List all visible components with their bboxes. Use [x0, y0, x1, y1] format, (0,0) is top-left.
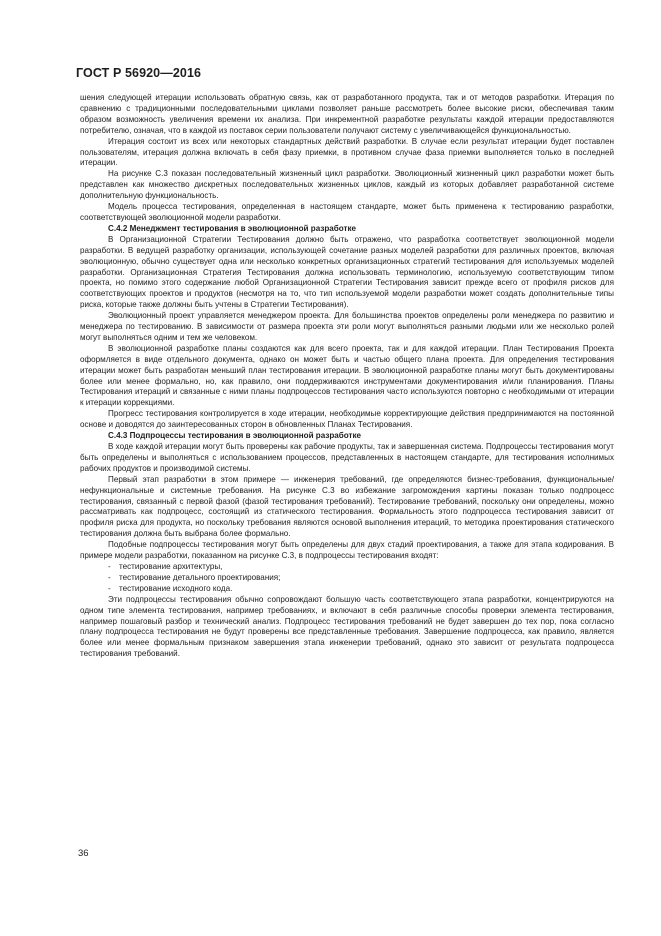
list-item-text: тестирование исходного кода. — [119, 583, 233, 593]
paragraph: Модель процесса тестирования, определенная в настоящем стандарте, может быть применена к тестированию разработки, соответствующей эволюционной модели разработки. — [80, 202, 614, 222]
paragraph: Эти подпроцессы тестирования обычно сопровождают большую часть соответствующего этапа разработки, концентрируются на одном типе элемента тестирования, например требованиях, и включают в себя различные способы проверки элемента тестирования, например пошаговый разбор и технический анализ. Подпроцесс тестирования требований не будет завершен до тех пор, пока согласно плану подпроцесса тестирования не будут проверены все представленные требования. Завершение подпроцесса, как правило, является более или менее формальным признаком завершения этапа инженерии требований, однако это зависит от результата подпроцесса тестирования требований. — [80, 594, 614, 659]
list-dash: - — [108, 561, 111, 571]
list-item — [80, 584, 614, 595]
paragraph: Эволюционный проект управляется менеджером проекта. Для большинства проектов определены роли менеджера по развитию и менеджера по тестированию. В зависимости от размера проекта эти роли могут выполняться разными людьми или же несколько ролей могут выполняться одним и тем же человеком. — [80, 311, 614, 342]
paragraph: Первый этап разработки в этом примере — инженерия требований, где определяются бизнес-требования, функциональные/нефункциональные и системные требования. На рисунке С.3 во избежание загромождения картины показан только подпроцесс тестирования, связанный с первой фазой (фазой тестирования требований). Тестирование требований, поскольку они определены, можно рассматривать как подпроцесс, состоящий из статического тестирования. Формальность этого подпроцесса тестирования зависит от профиля риска для продукта, но поскольку требования являются основой выполнения итераций, то методика проектирования статического тестирования должна быть выбрана более формально. — [80, 474, 614, 539]
section-heading: С.4.2 Менеджмент тестирования в эволюционной разработке — [108, 223, 357, 233]
list-dash: - — [108, 572, 111, 582]
list-item-text: тестирование архитектуры, — [119, 561, 223, 571]
list-dash: - — [108, 583, 111, 593]
list-item — [80, 573, 614, 584]
document-body — [80, 93, 614, 660]
section-heading: С.4.3 Подпроцессы тестирования в эволюционной разработке — [108, 431, 362, 441]
paragraph: Подобные подпроцессы тестирования могут быть определены для двух стадий проектирования, а также для этапа кодирования. В примере модели разработки, показанном на рисунке С.3, в подпроцессы тестирования входят: — [80, 540, 614, 561]
list-item-text: тестирование детального проектирования; — [119, 572, 281, 582]
page-header-title: ГОСТ Р 56920—2016 — [76, 66, 202, 80]
page-number: 36 — [78, 848, 89, 859]
list-item — [80, 562, 614, 573]
paragraph: В Организационной Стратегии Тестирования должно быть отражено, что разработка соответствует эволюционной модели разработки. В ведущей разработку организации, использующей сочетание разных моделей разработки для различных проектов, включая эволюционную, обычно существует одна или несколько конкретных организационных стратегий тестирования для используемых моделей разработки. Организационная Стратегия Тестирования должна использовать терминологию, используемую соответствующим типом проекта, но помимо этого содержание любой Организационной Стратегии Тестирования зависит прежде всего от профиля рисков для соответствующих проектов и продуктов (несмотря на то, что тип используемой модели разработки может создать дополнительные типы риска, которые также должны быть учтены в Стратегии Тестирования). — [80, 234, 614, 310]
paragraph: Прогресс тестирования контролируется в ходе итерации, необходимые корректирующие действия предпринимаются на постоянной основе и доводятся до заинтересованных сторон в обновленных Планах Тестирования. — [80, 409, 614, 430]
paragraph: В эволюционной разработке планы создаются как для всего проекта, так и для каждой итерации. План Тестирования Проекта оформляется в виде отдельного документа, однако он может быть и частью общего плана проекта. Для определения тестирования итерации может быть разработан меньший план тестирования итерации. В эволюционной разработке планы могут быть документированы более или менее формально, но, как правило, они поддерживаются инструментами документирования и/или планирования. Планы Тестирования итераций и связанные с ними планы подпроцессов тестирования часто используются повторно с необходимыми от итерации к итерации коррекциями. — [80, 343, 614, 408]
paragraph: Итерация состоит из всех или некоторых стандартных действий разработки. В случае если результат итерации будет поставлен пользователям, итерация должна включать в себя фазу приемки, в противном случае фаза приемки выполняется только в последней итерации. — [80, 136, 614, 168]
paragraph: В ходе каждой итерации могут быть проверены как рабочие продукты, так и завершенная система. Подпроцессы тестирования могут быть определены и выполняться с использованием процессов, представленных в настоящем стандарте, для тестирования исполнимых рабочих продуктов и производимой системы. — [80, 442, 614, 473]
bullet-list — [80, 562, 614, 595]
paragraph: На рисунке С.3 показан последовательный жизненный цикл разработки. Эволюционный жизненный цикл разработки может быть представлен как множество дискретных последовательных жизненных циклов, каждый из которых добавляет разработанной системе дополнительную функциональность. — [80, 169, 614, 201]
paragraph: шения следующей итерации использовать обратную связь, как от разработанного продукта, так и от методов разработки. Итерация по сравнению с традиционными последовательными циклами позволяет раньше рассмотреть более высокие риски, обеспечивая таким образом возможность увеличения времени их анализа. При инкрементной разработке результаты каждой итерации предоставляются потребителю, означая, что в каждой из поставок серии пользователи получают систему с увеличивающейся функциональностью. — [80, 93, 614, 135]
